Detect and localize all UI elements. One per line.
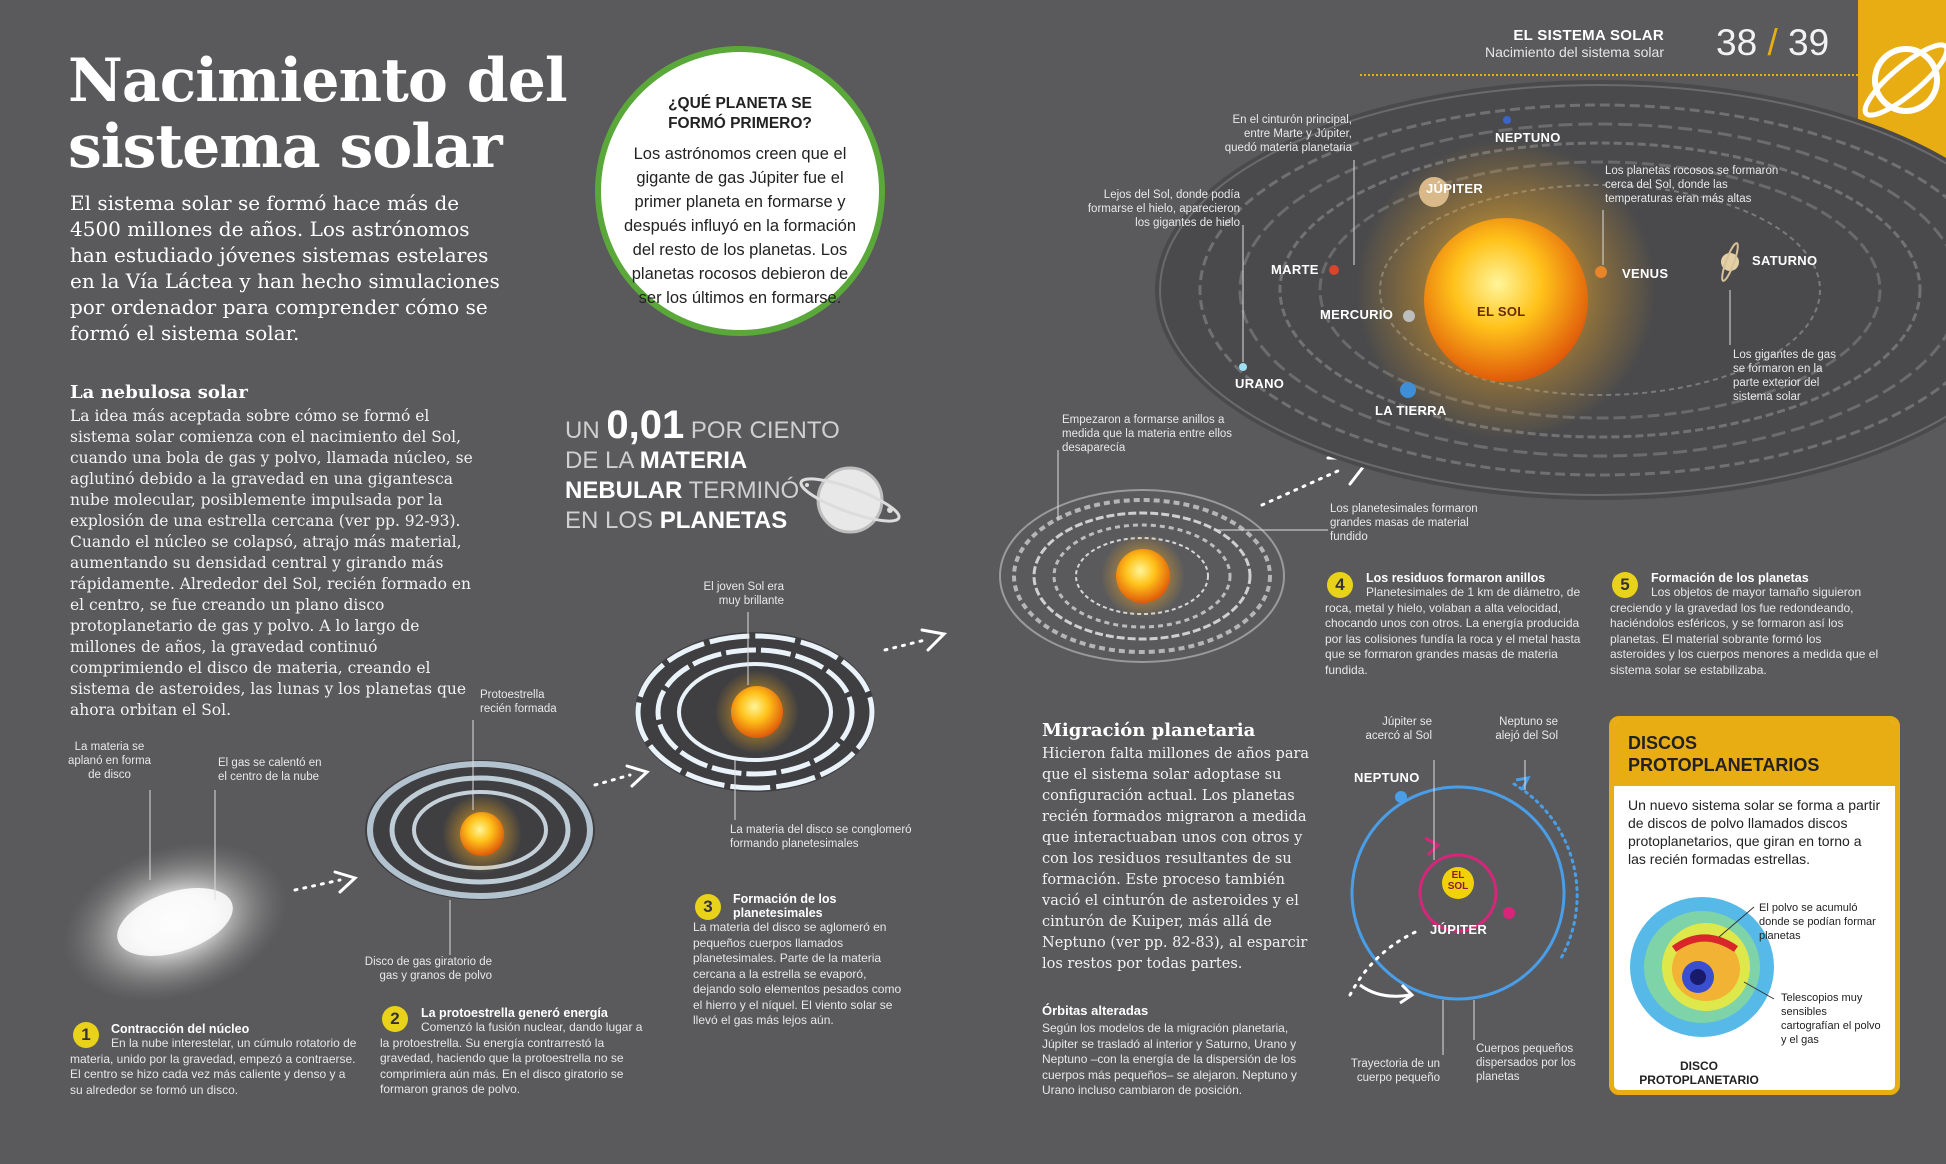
stage2-title: La protoestrella generó energía <box>421 1006 608 1020</box>
label-trajectory: Trayectoria de un cuerpo pequeño <box>1350 1058 1440 1084</box>
stat-en-los: EN LOS <box>565 507 654 534</box>
step-badge-2: 2 <box>382 1006 408 1032</box>
box-title: DISCOS PROTOPLANETARIOS <box>1614 721 1895 786</box>
stage4-title: Los residuos formaron anillos <box>1366 571 1546 585</box>
migration-jupiter: JÚPITER <box>1430 922 1488 937</box>
stage2-disk <box>365 720 595 955</box>
sun-label: EL SOL <box>1477 304 1526 319</box>
arrow-4-5 <box>1262 458 1370 505</box>
altered-orbits-text: Según los modelos de la migración planetaria, Júpiter se trasladó al interior y Saturno, Urano y Neptuno –con la energía de la dispersión de los cuerpos más pequeños– se alejaron. Neptuno y Urano incluso cambiaron de posición. <box>1042 1021 1297 1097</box>
box-label-dust: El polvo se acumuló donde se podían formar planetas <box>1759 902 1876 942</box>
page-number-left: 38 <box>1716 22 1758 63</box>
planet-saturn: SATURNO <box>1752 253 1818 268</box>
stage2-caption <box>380 1006 648 1098</box>
stage4-rings <box>1000 450 1328 662</box>
label-jupiter-moved-in: Júpiter se acercó al Sol <box>1365 716 1432 742</box>
stage1-title: Contracción del núcleo <box>111 1022 250 1036</box>
stage4-label-rings: Empezaron a formarse anillos a medida que la materia entre ellos desaparecía <box>1062 414 1233 454</box>
planet-venus: VENUS <box>1622 266 1669 281</box>
box-disk-label: DISCO PROTOPLANETARIO <box>1639 1059 1759 1087</box>
bubble-question: ¿QUÉ PLANETA SE FORMÓ PRIMERO? <box>668 95 812 132</box>
stage1-caption <box>70 1022 360 1098</box>
stat-planetas: PLANETAS <box>659 507 788 534</box>
stage3-title: Formación de los planetesimales <box>733 892 837 920</box>
stage3-text: La materia del disco se aglomeró en pequeños cuerpos llamados planetesimales. Parte de la materia cercana a la estrella se evaporó, dejando solo elementos pesados como el hierro y el níquel. El viento solar se llevó el gas más lejos aún. <box>693 920 902 1027</box>
nebula-heading: La nebulosa solar <box>70 382 248 403</box>
stage2-label-disk: Disco de gas giratorio de gas y granos de polvo <box>364 956 492 982</box>
migration-sun-label <box>1446 870 1470 892</box>
page-title-line1: Nacimiento del <box>68 46 567 116</box>
note-ice-giants: Lejos del Sol, donde podía formarse el hielo, aparecieron los gigantes de hielo <box>1087 189 1240 229</box>
stat-materia: MATERIA <box>639 447 748 474</box>
migration-sun-line1: EL <box>1451 870 1465 881</box>
stat-termino: TERMINÓ <box>688 477 800 504</box>
box-label-telescopes: Telescopios muy sensibles cartografían el polvo y el gas <box>1781 992 1881 1046</box>
stage1-label-heated: El gas se calentó en el centro de la nube <box>218 757 322 783</box>
note-gas-giants: Los gigantes de gas se formaron en la parte exterior del sistema solar <box>1733 349 1836 403</box>
migration-heading: Migración planetaria <box>1042 720 1256 741</box>
stat-de-la: DE LA <box>565 447 634 474</box>
migration-text: Hicieron falta millones de años para que el sistema solar adoptase su configuración actual. Los planetas recién formados migraron a medida que interactuaban unos con otros y con los residuos resultantes de su formación. Este proceso también vació el cinturón de asteroides y el cinturón de Kuiper, más allá de Neptuno (ver pp. 82-83), al esparcir los restos por todas partes. <box>1042 746 1310 972</box>
planet-neptune: NEPTUNO <box>1495 130 1561 145</box>
label-neptune-moved-out: Neptuno se alejó del Sol <box>1495 716 1558 742</box>
stage3-label-young-sun: El joven Sol era muy brillante <box>703 581 784 607</box>
stage5-text: Los objetos de mayor tamaño siguieron creciendo y la gravedad los fue redondeando, haciéndolos esféricos, y se formaron así los planetas. El material sobrante formó los asteroides y los cuerpos menores a medida que el sistema solar se estabilizaba. <box>1610 585 1879 677</box>
stage5-caption <box>1610 571 1880 678</box>
step-badge-3: 3 <box>695 894 721 920</box>
page-number-separator: / <box>1767 22 1778 63</box>
page-number-right: 39 <box>1788 22 1830 63</box>
box-text: Un nuevo sistema solar se forma a partir de discos de polvo llamados discos protoplanetarios, que giran en torno a las recién formadas estrellas. <box>1628 797 1881 867</box>
section-title: EL SISTEMA SOLAR <box>1513 27 1664 44</box>
protoplanetary-box <box>1609 716 1900 1095</box>
stage1-label-flattened: La materia se aplanó en forma de disco <box>67 741 152 781</box>
stage4-text: Planetesimales de 1 km de diámetro, de roca, metal y hielo, volaban a alta velocidad, chocando unos con otros. La energía producida por las colisiones fundía la roca y el metal hasta que se formaron grandes masas de materia fundida. <box>1325 585 1581 677</box>
stat-percent: POR CIENTO <box>690 417 840 444</box>
stat-nebular: NEBULAR <box>565 477 683 504</box>
planet-mars: MARTE <box>1271 262 1319 277</box>
stage3-disk <box>635 612 875 820</box>
stage4-caption <box>1325 571 1587 678</box>
stage2-text: Comenzó la fusión nuclear, dando lugar a la protoestrella. Su energía contrarrestó la gravedad, haciendo que la protoestrella no se comprimiera aún más. En el disco giratorio se formaron granos de polvo. <box>380 1020 643 1096</box>
arrow-1-2 <box>295 872 355 892</box>
stage3-caption <box>693 892 905 1029</box>
stage5-title: Formación de los planetas <box>1651 571 1809 585</box>
label-scattered-bodies: Cuerpos pequeños dispersados por los planetas <box>1476 1043 1576 1083</box>
arrow-2-3 <box>595 766 647 786</box>
step-badge-1: 1 <box>73 1022 99 1048</box>
intro-paragraph: El sistema solar se formó hace más de 4500 millones de años. Los astrónomos han estudiado jóvenes sistemas estelares en la Vía Láctea y han hecho simulaciones por ordenador para comprender cómo se formó el sistema solar. <box>70 191 500 345</box>
page-title-line2: sistema solar <box>68 112 502 182</box>
migration-diagram <box>1350 760 1577 1055</box>
planet-jupiter: JÚPITER <box>1426 181 1484 196</box>
arrow-3-4 <box>885 630 944 650</box>
migration-sun-line2: SOL <box>1447 881 1469 892</box>
planet-mercury: MERCURIO <box>1320 307 1394 322</box>
stage4-label-molten: Los planetesimales formaron grandes masas de material fundido <box>1330 503 1478 543</box>
stat-number: 0,01 <box>606 403 685 447</box>
note-rocky-planets: Los planetas rocosos se formaron cerca del Sol, donde las temperaturas eran más altas <box>1605 165 1779 205</box>
bubble-answer: Los astrónomos creen que el gigante de gas Júpiter fue el primer planeta en formarse y después influyó en la formación del resto de los planetas. Los planetas rocosos debieron de ser los últimos en formarse. <box>623 145 857 307</box>
altered-orbits-heading: Órbitas alteradas <box>1042 1003 1149 1018</box>
stage3-label-planetesimals: La materia del disco se conglomeró formando planetesimales <box>730 824 912 850</box>
stage1-text: En la nube interestelar, un cúmulo rotatorio de materia, unido por la gravedad, empezó a contraerse. El centro se hizo cada vez más caliente y denso y a su alrededor se formó un disco. <box>70 1036 357 1097</box>
step-badge-4: 4 <box>1327 572 1353 598</box>
note-asteroid-belt: En el cinturón principal, entre Marte y Júpiter, quedó materia planetaria <box>1224 114 1352 154</box>
stage1-cloud <box>42 790 307 1029</box>
planet-earth: LA TIERRA <box>1375 403 1447 418</box>
section-subtitle: Nacimiento del sistema solar <box>1485 44 1664 60</box>
nebula-text: La idea más aceptada sobre cómo se formó el sistema solar comienza con el nacimiento del Sol, cuando una bola de gas y polvo, llamada núcleo, se aglutinó debido a la gravedad en una gigantesca nube molecular, posiblemente impulsada por la explosión de una estrella cercana (ver pp. 92-93). Cuando el núcleo se colapsó, atrajo más material, aumentando su densidad central y girando más rápidamente. Alrededor del Sol, recién formado en el centro, se fue creando un plano disco protoplanetario de gas y polvo. A lo largo de millones de años, la gravedad continuó comprimiendo el disco de materia, creando el sistema de asteroides, las lunas y los planetas que ahora orbitan el Sol. <box>70 407 473 719</box>
step-badge-5: 5 <box>1612 572 1638 598</box>
migration-neptune: NEPTUNO <box>1354 770 1420 785</box>
stage2-label-protostar: Protoestrella recién formada <box>480 689 557 715</box>
stat-un: UN <box>565 417 600 444</box>
planet-uranus: URANO <box>1235 376 1285 391</box>
